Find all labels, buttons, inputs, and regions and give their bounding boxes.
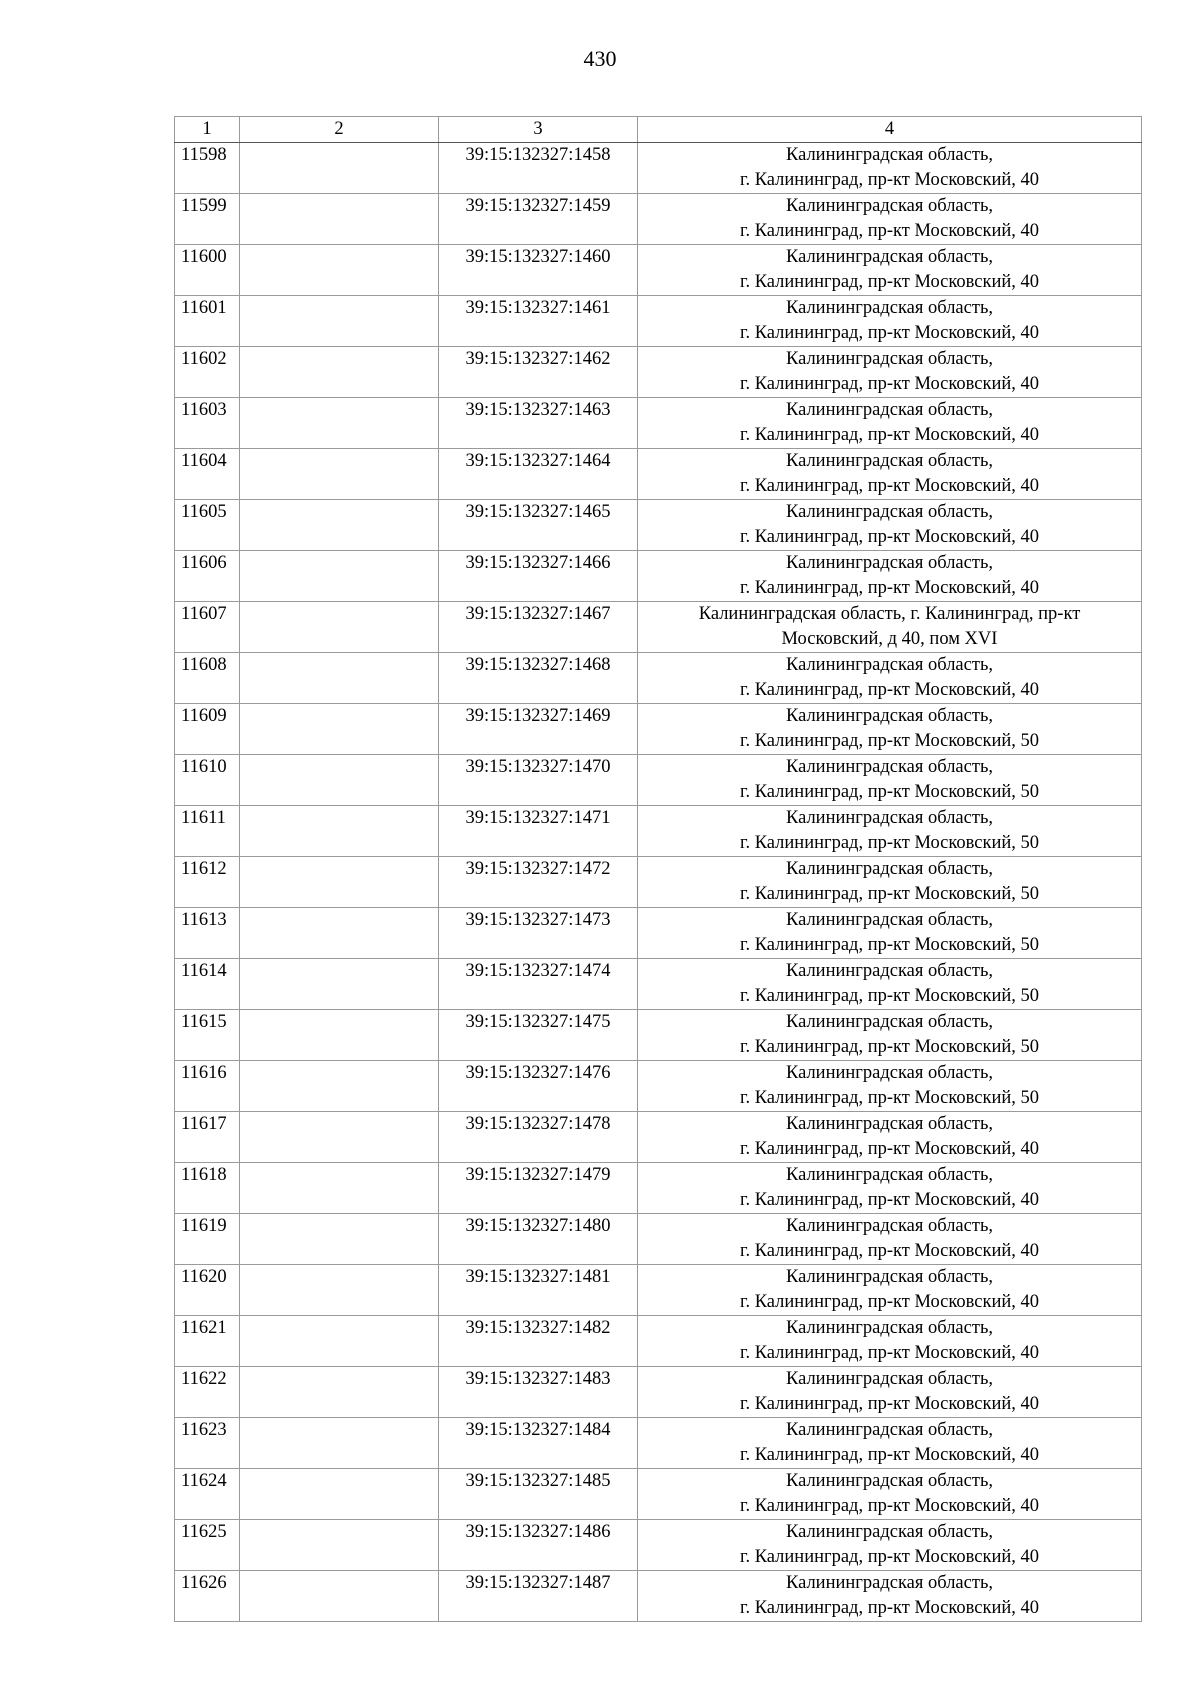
address-line-2: г. Калининград, пр-кт Московский, 50 <box>739 884 1040 904</box>
address-line-1: Калининградская область, <box>785 553 994 573</box>
address-line-1: Калининградская область, <box>785 757 994 777</box>
column-2-cell <box>240 1469 439 1520</box>
column-2-cell <box>240 653 439 704</box>
address-line-2: г. Калининград, пр-кт Московский, 40 <box>739 374 1040 394</box>
row-number-cell: 11624 <box>175 1469 240 1520</box>
column-2-cell <box>240 296 439 347</box>
address-cell <box>638 143 1142 194</box>
row-number-cell: 11603 <box>175 398 240 449</box>
address-line-1: Калининградская область, <box>785 859 994 879</box>
address-line-2: г. Калининград, пр-кт Московский, 40 <box>739 221 1040 241</box>
row-number-cell: 11620 <box>175 1265 240 1316</box>
address-cell <box>638 1010 1142 1061</box>
address-cell <box>638 806 1142 857</box>
table-row <box>175 1520 1142 1571</box>
table-row <box>175 347 1142 398</box>
address-line-2: г. Калининград, пр-кт Московский, 50 <box>739 782 1040 802</box>
address-line-1: Калининградская область, <box>785 961 994 981</box>
column-2-cell <box>240 1112 439 1163</box>
address-line-2: г. Калининград, пр-кт Московский, 50 <box>739 1037 1040 1057</box>
column-2-cell <box>240 1418 439 1469</box>
row-number-cell: 11626 <box>175 1571 240 1622</box>
table-row <box>175 653 1142 704</box>
address-line-1: Калининградская область, <box>785 1522 994 1542</box>
cadastral-number-cell: 39:15:132327:1486 <box>439 1520 638 1571</box>
column-header-3: 3 <box>439 117 638 143</box>
address-line-2: г. Калининград, пр-кт Московский, 50 <box>739 935 1040 955</box>
row-number-cell: 11625 <box>175 1520 240 1571</box>
row-number-cell: 11612 <box>175 857 240 908</box>
column-2-cell <box>240 398 439 449</box>
cadastral-number-cell: 39:15:132327:1470 <box>439 755 638 806</box>
table-row <box>175 143 1142 194</box>
address-line-1: Калининградская область, <box>785 451 994 471</box>
address-cell <box>638 704 1142 755</box>
address-line-1: Калининградская область, <box>785 910 994 930</box>
table-header <box>175 117 1142 143</box>
address-line-2: г. Калининград, пр-кт Московский, 40 <box>739 425 1040 445</box>
column-2-cell <box>240 551 439 602</box>
address-line-1: Калининградская область, <box>785 196 994 216</box>
address-cell <box>638 347 1142 398</box>
address-line-2: г. Калининград, пр-кт Московский, 40 <box>739 1598 1040 1618</box>
cadastral-number-cell: 39:15:132327:1473 <box>439 908 638 959</box>
address-cell <box>638 1469 1142 1520</box>
address-cell <box>638 245 1142 296</box>
column-header-1: 1 <box>175 117 240 143</box>
row-number-cell: 11619 <box>175 1214 240 1265</box>
address-cell <box>638 1571 1142 1622</box>
address-cell <box>638 653 1142 704</box>
address-cell <box>638 1418 1142 1469</box>
header-row <box>175 117 1142 143</box>
registry-table <box>174 116 1142 1622</box>
address-cell <box>638 398 1142 449</box>
row-number-cell: 11609 <box>175 704 240 755</box>
address-cell <box>638 1316 1142 1367</box>
row-number-cell: 11618 <box>175 1163 240 1214</box>
cadastral-number-cell: 39:15:132327:1465 <box>439 500 638 551</box>
row-number-cell: 11614 <box>175 959 240 1010</box>
address-line-1: Калининградская область, <box>785 1063 994 1083</box>
address-cell <box>638 500 1142 551</box>
address-line-1: Калининградская область, <box>785 1420 994 1440</box>
address-line-1: Калининградская область, <box>785 145 994 165</box>
table-row <box>175 959 1142 1010</box>
address-line-2: Московский, д 40, пом XVI <box>781 629 998 649</box>
cadastral-number-cell: 39:15:132327:1479 <box>439 1163 638 1214</box>
address-cell <box>638 602 1142 653</box>
row-number-cell: 11598 <box>175 143 240 194</box>
address-line-1: Калининградская область, <box>785 502 994 522</box>
table-row <box>175 1469 1142 1520</box>
row-number-cell: 11608 <box>175 653 240 704</box>
cadastral-number-cell: 39:15:132327:1487 <box>439 1571 638 1622</box>
address-line-2: г. Калининград, пр-кт Московский, 40 <box>739 170 1040 190</box>
column-2-cell <box>240 1163 439 1214</box>
cadastral-number-cell: 39:15:132327:1468 <box>439 653 638 704</box>
table-row <box>175 1265 1142 1316</box>
table-row <box>175 1571 1142 1622</box>
address-line-2: г. Калининград, пр-кт Московский, 50 <box>739 731 1040 751</box>
address-line-2: г. Калининград, пр-кт Московский, 40 <box>739 1292 1040 1312</box>
row-number-cell: 11611 <box>175 806 240 857</box>
row-number-cell: 11616 <box>175 1061 240 1112</box>
cadastral-number-cell: 39:15:132327:1460 <box>439 245 638 296</box>
table-row <box>175 1061 1142 1112</box>
row-number-cell: 11610 <box>175 755 240 806</box>
table-row <box>175 500 1142 551</box>
address-line-1: Калининградская область, <box>785 706 994 726</box>
column-2-cell <box>240 602 439 653</box>
address-cell <box>638 449 1142 500</box>
address-line-1: Калининградская область, <box>785 298 994 318</box>
column-2-cell <box>240 755 439 806</box>
cadastral-number-cell: 39:15:132327:1466 <box>439 551 638 602</box>
column-header-4: 4 <box>638 117 1142 143</box>
address-line-1: Калининградская область, <box>785 1165 994 1185</box>
cadastral-number-cell: 39:15:132327:1467 <box>439 602 638 653</box>
column-2-cell <box>240 143 439 194</box>
table-row <box>175 398 1142 449</box>
address-cell <box>638 1163 1142 1214</box>
address-line-1: Калининградская область, <box>785 1471 994 1491</box>
address-cell <box>638 1367 1142 1418</box>
cadastral-number-cell: 39:15:132327:1459 <box>439 194 638 245</box>
table-body <box>175 143 1142 1622</box>
address-line-2: г. Калининград, пр-кт Московский, 40 <box>739 680 1040 700</box>
table-row <box>175 296 1142 347</box>
table-row <box>175 1112 1142 1163</box>
row-number-cell: 11607 <box>175 602 240 653</box>
address-cell <box>638 296 1142 347</box>
address-line-1: Калининградская область, <box>785 808 994 828</box>
address-line-1: Калининградская область, <box>785 349 994 369</box>
cadastral-number-cell: 39:15:132327:1478 <box>439 1112 638 1163</box>
address-line-2: г. Калининград, пр-кт Московский, 40 <box>739 1241 1040 1261</box>
address-line-2: г. Калининград, пр-кт Московский, 40 <box>739 1394 1040 1414</box>
row-number-cell: 11606 <box>175 551 240 602</box>
column-2-cell <box>240 1061 439 1112</box>
row-number-cell: 11602 <box>175 347 240 398</box>
table-row <box>175 704 1142 755</box>
row-number-cell: 11604 <box>175 449 240 500</box>
address-line-1: Калининградская область, <box>785 655 994 675</box>
table-row <box>175 755 1142 806</box>
cadastral-number-cell: 39:15:132327:1481 <box>439 1265 638 1316</box>
cadastral-number-cell: 39:15:132327:1469 <box>439 704 638 755</box>
table-row <box>175 245 1142 296</box>
column-2-cell <box>240 908 439 959</box>
row-number-cell: 11599 <box>175 194 240 245</box>
address-cell <box>638 1265 1142 1316</box>
address-line-2: г. Калининград, пр-кт Московский, 40 <box>739 272 1040 292</box>
table-row <box>175 1316 1142 1367</box>
column-2-cell <box>240 449 439 500</box>
cadastral-number-cell: 39:15:132327:1482 <box>439 1316 638 1367</box>
table-row <box>175 908 1142 959</box>
table-row <box>175 1010 1142 1061</box>
column-2-cell <box>240 1265 439 1316</box>
column-2-cell <box>240 245 439 296</box>
cadastral-number-cell: 39:15:132327:1476 <box>439 1061 638 1112</box>
column-2-cell <box>240 1367 439 1418</box>
address-line-2: г. Калининград, пр-кт Московский, 40 <box>739 1139 1040 1159</box>
address-line-2: г. Калининград, пр-кт Московский, 50 <box>739 833 1040 853</box>
address-line-1: Калининградская область, <box>785 247 994 267</box>
page-number: 430 <box>583 46 617 71</box>
column-2-cell <box>240 857 439 908</box>
row-number-cell: 11617 <box>175 1112 240 1163</box>
column-2-cell <box>240 500 439 551</box>
address-cell <box>638 551 1142 602</box>
address-cell <box>638 1214 1142 1265</box>
row-number-cell: 11605 <box>175 500 240 551</box>
address-line-1: Калининградская область, <box>785 1114 994 1134</box>
table-row <box>175 1418 1142 1469</box>
table-row <box>175 551 1142 602</box>
address-line-1: Калининградская область, <box>785 1573 994 1593</box>
table-row <box>175 806 1142 857</box>
table-row <box>175 1367 1142 1418</box>
table-row <box>175 449 1142 500</box>
address-line-2: г. Калининград, пр-кт Московский, 40 <box>739 578 1040 598</box>
address-line-2: г. Калининград, пр-кт Московский, 50 <box>739 1088 1040 1108</box>
address-line-2: г. Калининград, пр-кт Московский, 40 <box>739 1547 1040 1567</box>
column-2-cell <box>240 1316 439 1367</box>
cadastral-number-cell: 39:15:132327:1472 <box>439 857 638 908</box>
column-header-2: 2 <box>240 117 439 143</box>
address-line-1: Калининградская область, г. Калининград, пр-кт <box>698 604 1081 624</box>
address-line-1: Калининградская область, <box>785 1012 994 1032</box>
cadastral-number-cell: 39:15:132327:1471 <box>439 806 638 857</box>
address-line-2: г. Калининград, пр-кт Московский, 50 <box>739 986 1040 1006</box>
column-2-cell <box>240 806 439 857</box>
address-line-2: г. Калининград, пр-кт Московский, 40 <box>739 323 1040 343</box>
address-cell <box>638 755 1142 806</box>
row-number-cell: 11622 <box>175 1367 240 1418</box>
address-line-1: Калининградская область, <box>785 1318 994 1338</box>
column-2-cell <box>240 704 439 755</box>
address-line-1: Калининградская область, <box>785 1369 994 1389</box>
table-row <box>175 1214 1142 1265</box>
address-line-2: г. Калининград, пр-кт Московский, 40 <box>739 1190 1040 1210</box>
column-2-cell <box>240 959 439 1010</box>
cadastral-number-cell: 39:15:132327:1462 <box>439 347 638 398</box>
table-row <box>175 194 1142 245</box>
cadastral-number-cell: 39:15:132327:1464 <box>439 449 638 500</box>
row-number-cell: 11613 <box>175 908 240 959</box>
column-2-cell <box>240 1214 439 1265</box>
cadastral-number-cell: 39:15:132327:1458 <box>439 143 638 194</box>
address-line-2: г. Калининград, пр-кт Московский, 40 <box>739 476 1040 496</box>
address-line-1: Калининградская область, <box>785 1267 994 1287</box>
address-line-2: г. Калининград, пр-кт Московский, 40 <box>739 1343 1040 1363</box>
cadastral-number-cell: 39:15:132327:1484 <box>439 1418 638 1469</box>
address-cell <box>638 857 1142 908</box>
address-cell <box>638 1112 1142 1163</box>
cadastral-number-cell: 39:15:132327:1483 <box>439 1367 638 1418</box>
column-2-cell <box>240 347 439 398</box>
address-cell <box>638 908 1142 959</box>
row-number-cell: 11623 <box>175 1418 240 1469</box>
cadastral-number-cell: 39:15:132327:1485 <box>439 1469 638 1520</box>
table-row <box>175 857 1142 908</box>
row-number-cell: 11601 <box>175 296 240 347</box>
cadastral-number-cell: 39:15:132327:1463 <box>439 398 638 449</box>
address-cell <box>638 959 1142 1010</box>
address-line-1: Калининградская область, <box>785 1216 994 1236</box>
address-cell <box>638 194 1142 245</box>
table-row <box>175 602 1142 653</box>
column-2-cell <box>240 1520 439 1571</box>
column-2-cell <box>240 1010 439 1061</box>
cadastral-number-cell: 39:15:132327:1474 <box>439 959 638 1010</box>
address-cell <box>638 1061 1142 1112</box>
address-line-1: Калининградская область, <box>785 400 994 420</box>
cadastral-number-cell: 39:15:132327:1461 <box>439 296 638 347</box>
row-number-cell: 11621 <box>175 1316 240 1367</box>
row-number-cell: 11615 <box>175 1010 240 1061</box>
row-number-cell: 11600 <box>175 245 240 296</box>
address-line-2: г. Калининград, пр-кт Московский, 40 <box>739 1496 1040 1516</box>
table-row <box>175 1163 1142 1214</box>
cadastral-number-cell: 39:15:132327:1475 <box>439 1010 638 1061</box>
column-2-cell <box>240 1571 439 1622</box>
address-line-2: г. Калининград, пр-кт Московский, 40 <box>739 527 1040 547</box>
address-line-2: г. Калининград, пр-кт Московский, 40 <box>739 1445 1040 1465</box>
cadastral-number-cell: 39:15:132327:1480 <box>439 1214 638 1265</box>
address-cell <box>638 1520 1142 1571</box>
column-2-cell <box>240 194 439 245</box>
